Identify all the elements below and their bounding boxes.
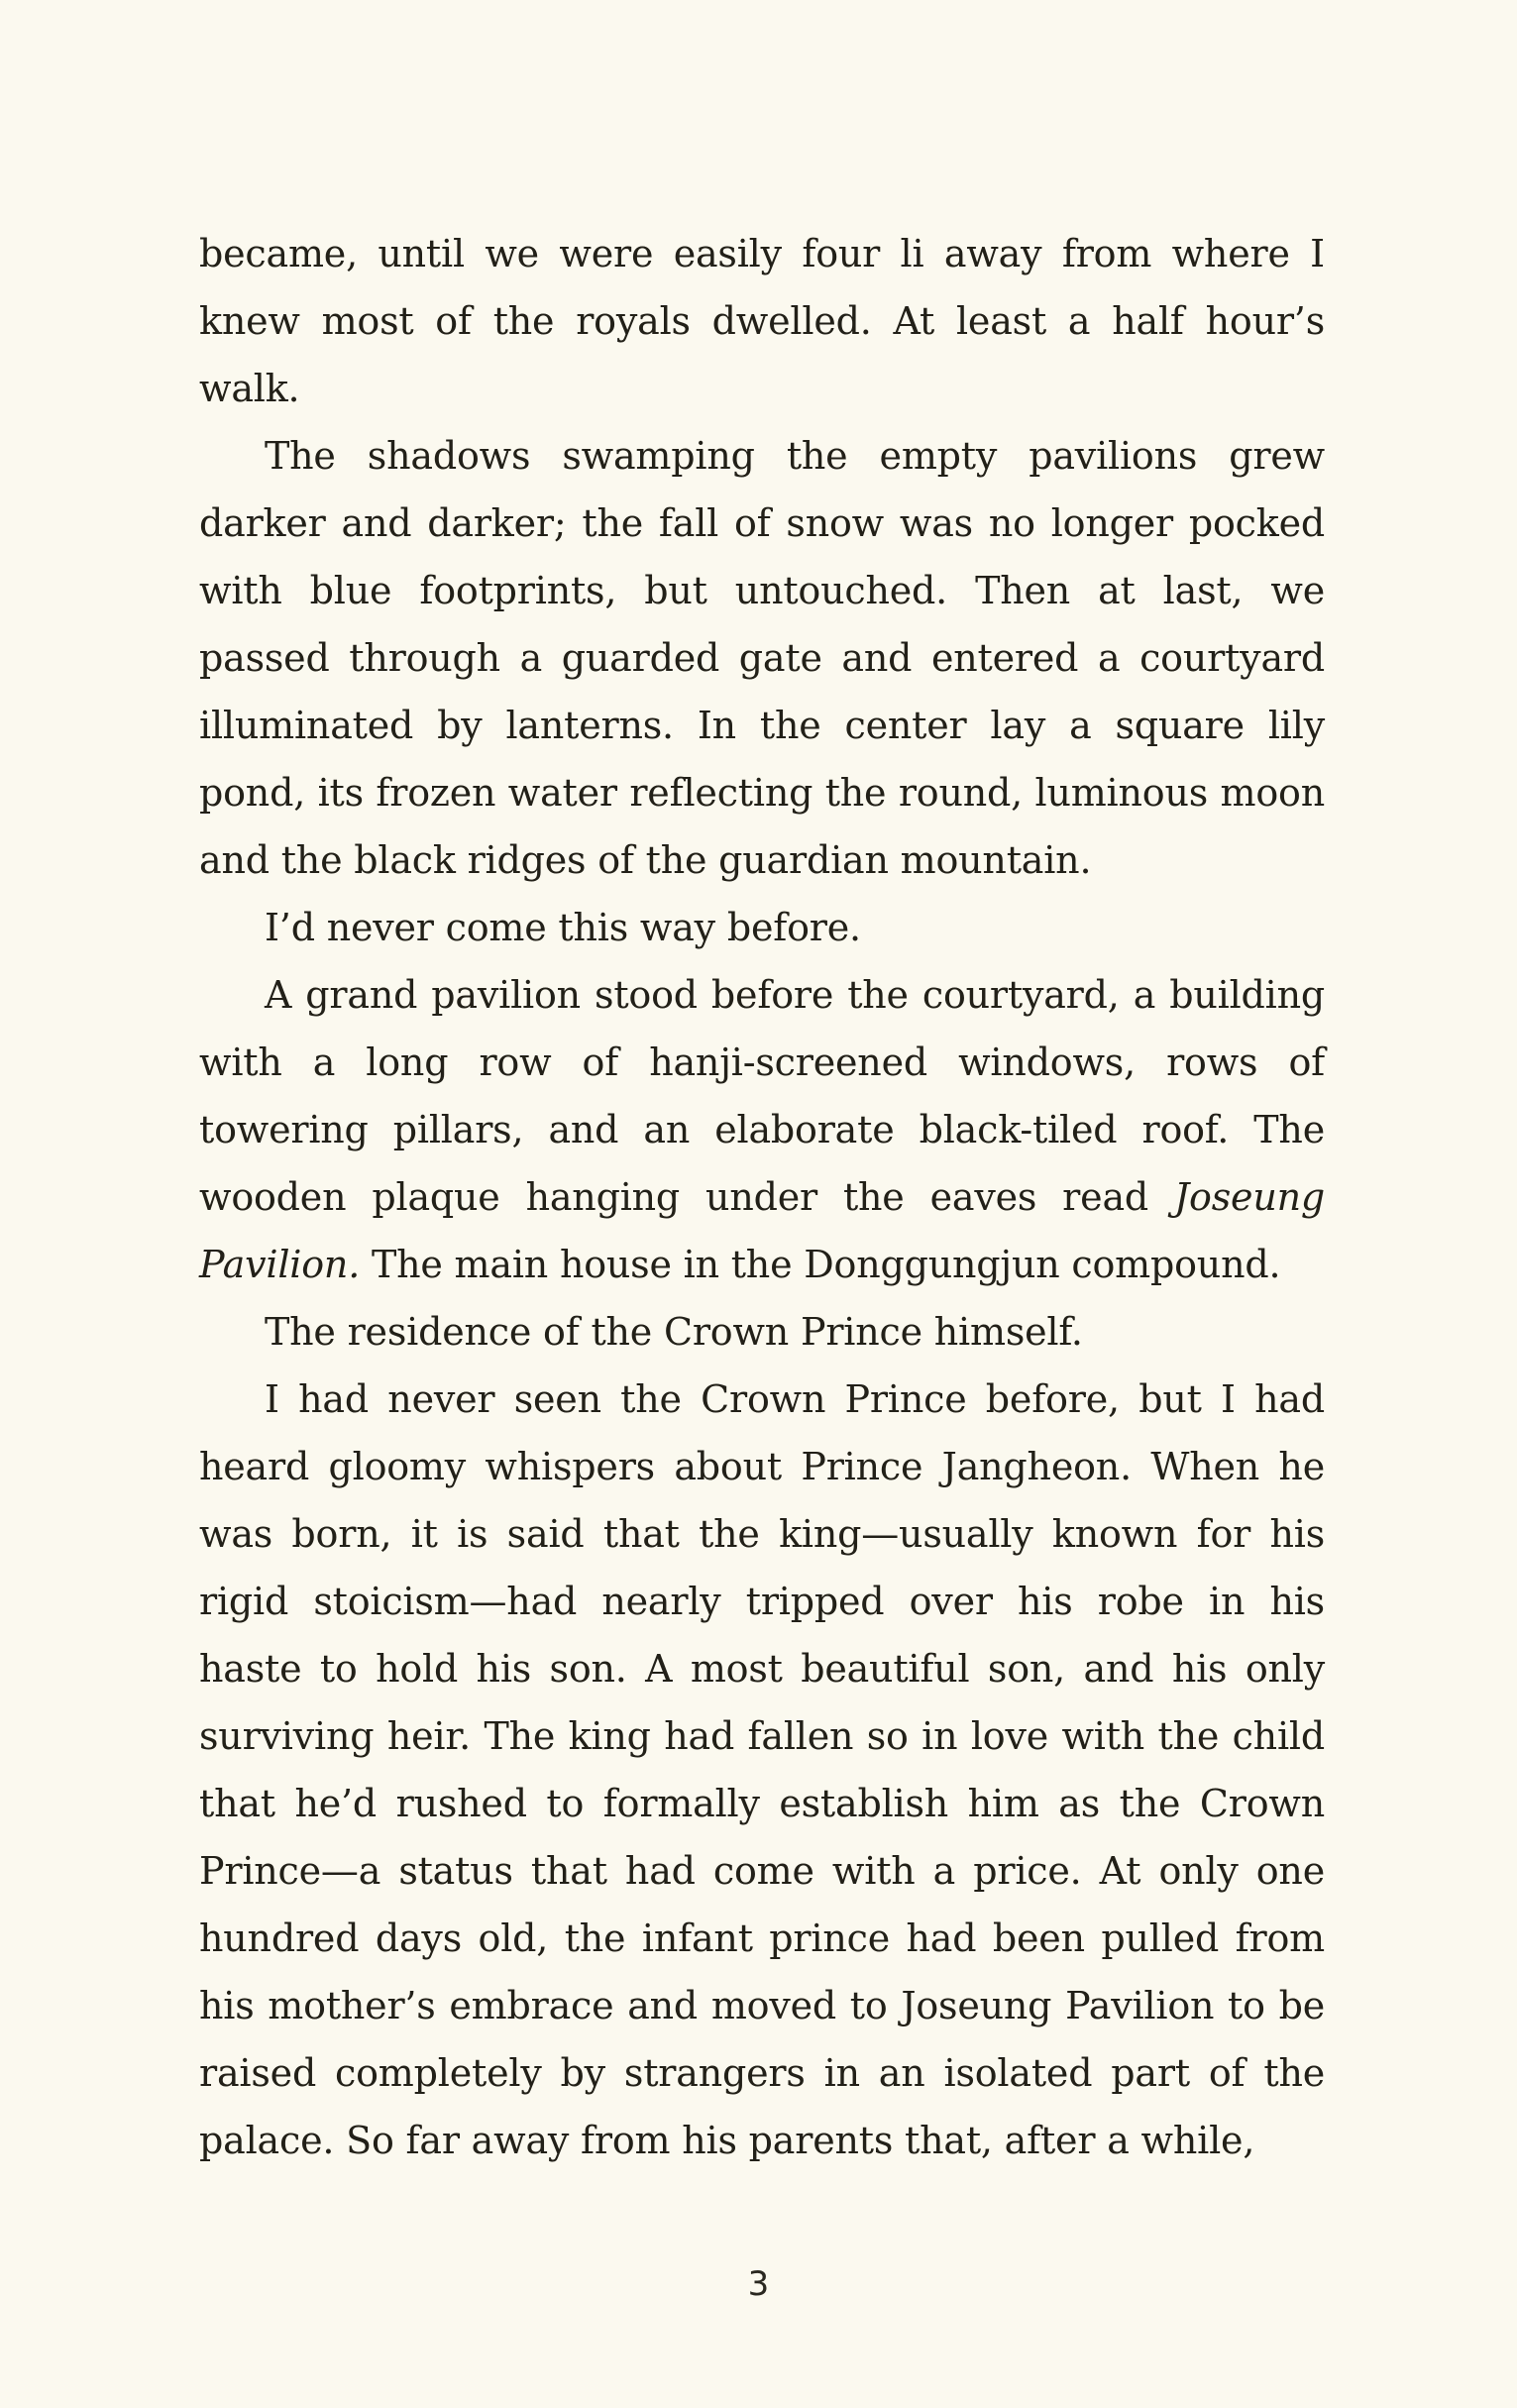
paragraph-4-italic-title: Joseung Pavilion.: [199, 1175, 1325, 1286]
page-number: 3: [747, 2264, 770, 2304]
paragraph-4-text-before: A grand pavilion stood before the courtyard, a building with a long row of hanji-screened windows, rows of towering pillars, and an elaborate black-tiled roof. The wooden plaque hanging under the eaves read: [199, 973, 1325, 1219]
body-text: [199, 220, 1325, 2174]
paragraph-3: I’d never come this way before.: [265, 906, 861, 949]
paragraph-4-text-after: The main house in the Donggungjun compound.: [360, 1243, 1281, 1286]
paragraph-6: I had never seen the Crown Prince before, but I had heard gloomy whispers about Prince Jangheon. When he was born, it is said that the king—usually known for his rigid stoicism—had nearly tripped over his robe in his haste to hold his son. A most beautiful son, and his only surviving heir. The king had fallen so in love with the child that he’d rushed to formally establish him as the Crown Prince—a status that had come with a price. At only one hundred days old, the infant prince had been pulled from his mother’s embrace and moved to Joseung Pavilion to be raised completely by strangers in an isolated part of the palace. So far away from his parents that, after a while,: [199, 1377, 1325, 2162]
paragraph-1: became, until we were easily four li away from where I knew most of the royals dwelled. At least a half hour’s walk.: [199, 232, 1325, 410]
paragraph-5: The residence of the Crown Prince himself.: [265, 1310, 1083, 1354]
paragraph-2: The shadows swamping the empty pavilions grew darker and darker; the fall of snow was no longer pocked with blue footprints, but untouched. Then at last, we passed through a guarded gate and entered a courtyard illuminated by lanterns. In the center lay a square lily pond, its frozen water reflecting the round, luminous moon and the black ridges of the guardian mountain.: [199, 434, 1325, 882]
paragraph-4: [199, 961, 1325, 1298]
